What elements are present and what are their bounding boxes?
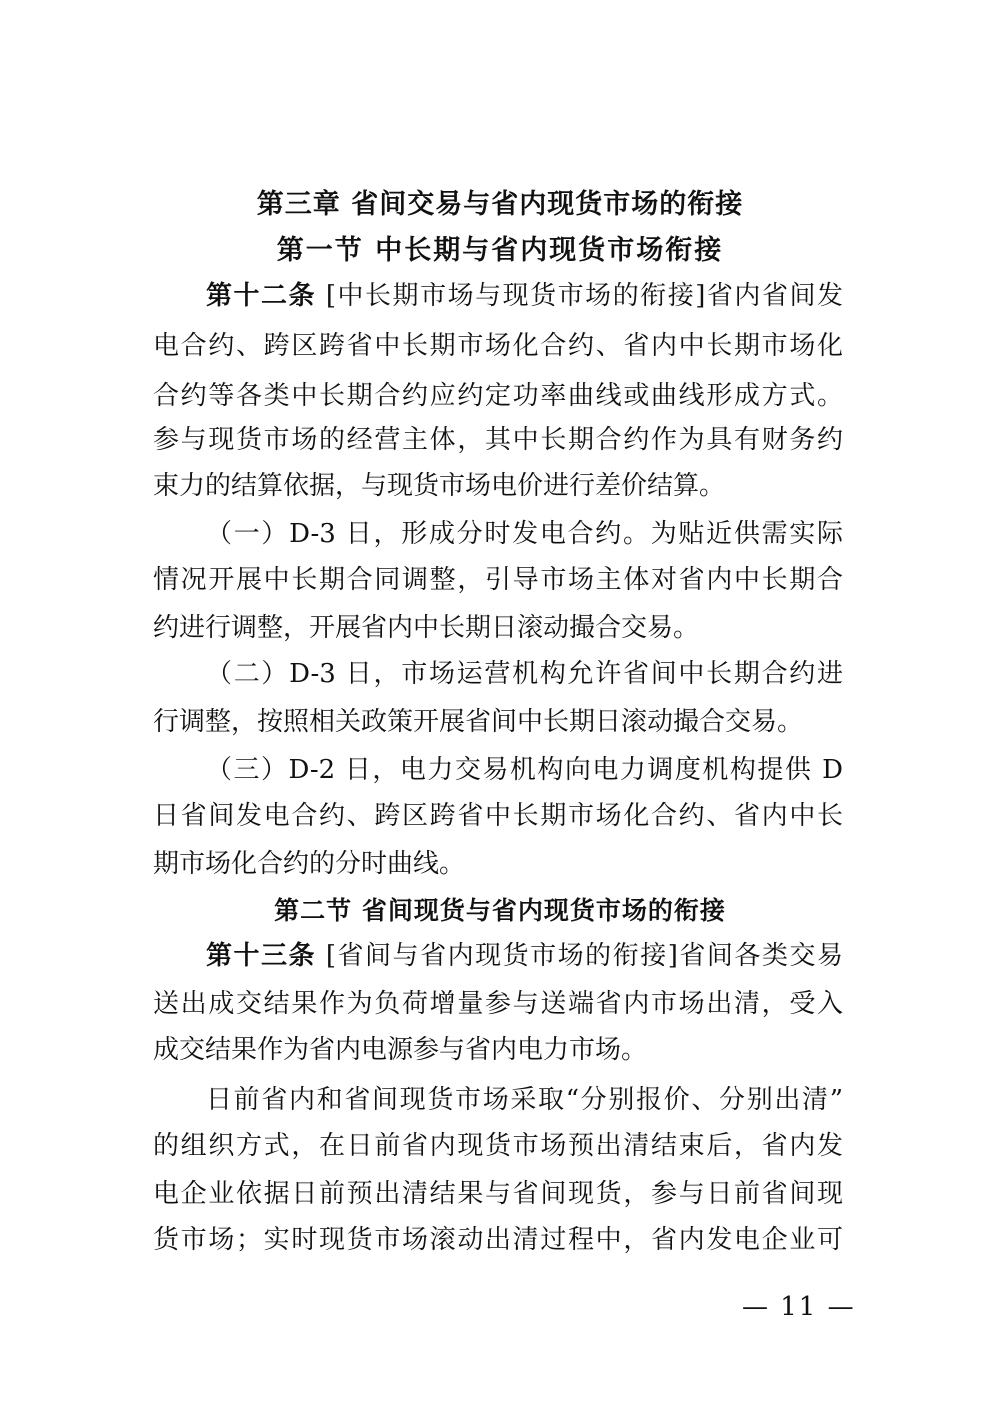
chapter-title: 第三章 省间交易与省内现货市场的衔接	[256, 189, 744, 220]
item-3-line-3: 期市场化合约的分时曲线。	[153, 849, 466, 879]
section-title-1: 第一节 中长期与省内现货市场衔接	[276, 235, 724, 266]
page-number: — 11 —	[742, 1292, 856, 1322]
article-13-label: 第十三条	[206, 941, 317, 971]
section-title-2: 第二节 省间现货与省内现货市场的衔接	[274, 896, 726, 925]
item-3-line-1: （三）D-2 日，电力交易机构向电力调度机构提供 D	[206, 755, 843, 785]
article-12-line-4: 参与现货市场的经营主体，其中长期合约作为具有财务约	[153, 425, 843, 455]
paragraph-line-2: 的组织方式，在日前省内现货市场预出清结束后，省内发	[153, 1131, 843, 1161]
paragraph-line-3: 电企业依据日前预出清结果与省间现货，参与日前省间现	[153, 1179, 843, 1209]
article-13-line-2: 送出成交结果作为负荷增量参与送端省内市场出清，受入	[153, 989, 843, 1019]
item-1-line-1: （一）D-3 日，形成分时发电合约。为贴近供需实际	[206, 519, 843, 549]
article-13-line-3: 成交结果作为省内电源参与省内电力市场。	[153, 1035, 648, 1065]
article-12-label: 第十二条	[206, 281, 317, 311]
article-13-line-1: 第十三条 [省间与省内现货市场的衔接]省间各类交易	[206, 941, 843, 971]
item-2-line-1: （二）D-3 日，市场运营机构允许省间中长期合约进	[206, 659, 843, 689]
article-12-line-2: 电合约、跨区跨省中长期市场化合约、省内中长期市场化	[153, 331, 843, 361]
article-12-line-5: 束力的结算依据，与现货市场电价进行差价结算。	[153, 471, 726, 501]
paragraph-line-4: 货市场；实时现货市场滚动出清过程中，省内发电企业可	[153, 1225, 843, 1255]
item-1-line-2: 情况开展中长期合同调整，引导市场主体对省内中长期合	[153, 565, 843, 595]
item-2-line-2: 行调整，按照相关政策开展省间中长期日滚动撮合交易。	[153, 707, 804, 737]
article-12-line-3: 合约等各类中长期合约应约定功率曲线或曲线形成方式。	[153, 381, 843, 411]
item-3-line-2: 日省间发电合约、跨区跨省中长期市场化合约、省内中长	[153, 801, 843, 831]
paragraph-line-1: 日前省内和省间现货市场采取“分别报价、分别出清”	[206, 1085, 843, 1115]
item-1-line-3: 约进行调整，开展省内中长期日滚动撮合交易。	[153, 613, 700, 643]
article-12-line-1: 第十二条 [中长期市场与现货市场的衔接]省内省间发	[206, 281, 843, 311]
